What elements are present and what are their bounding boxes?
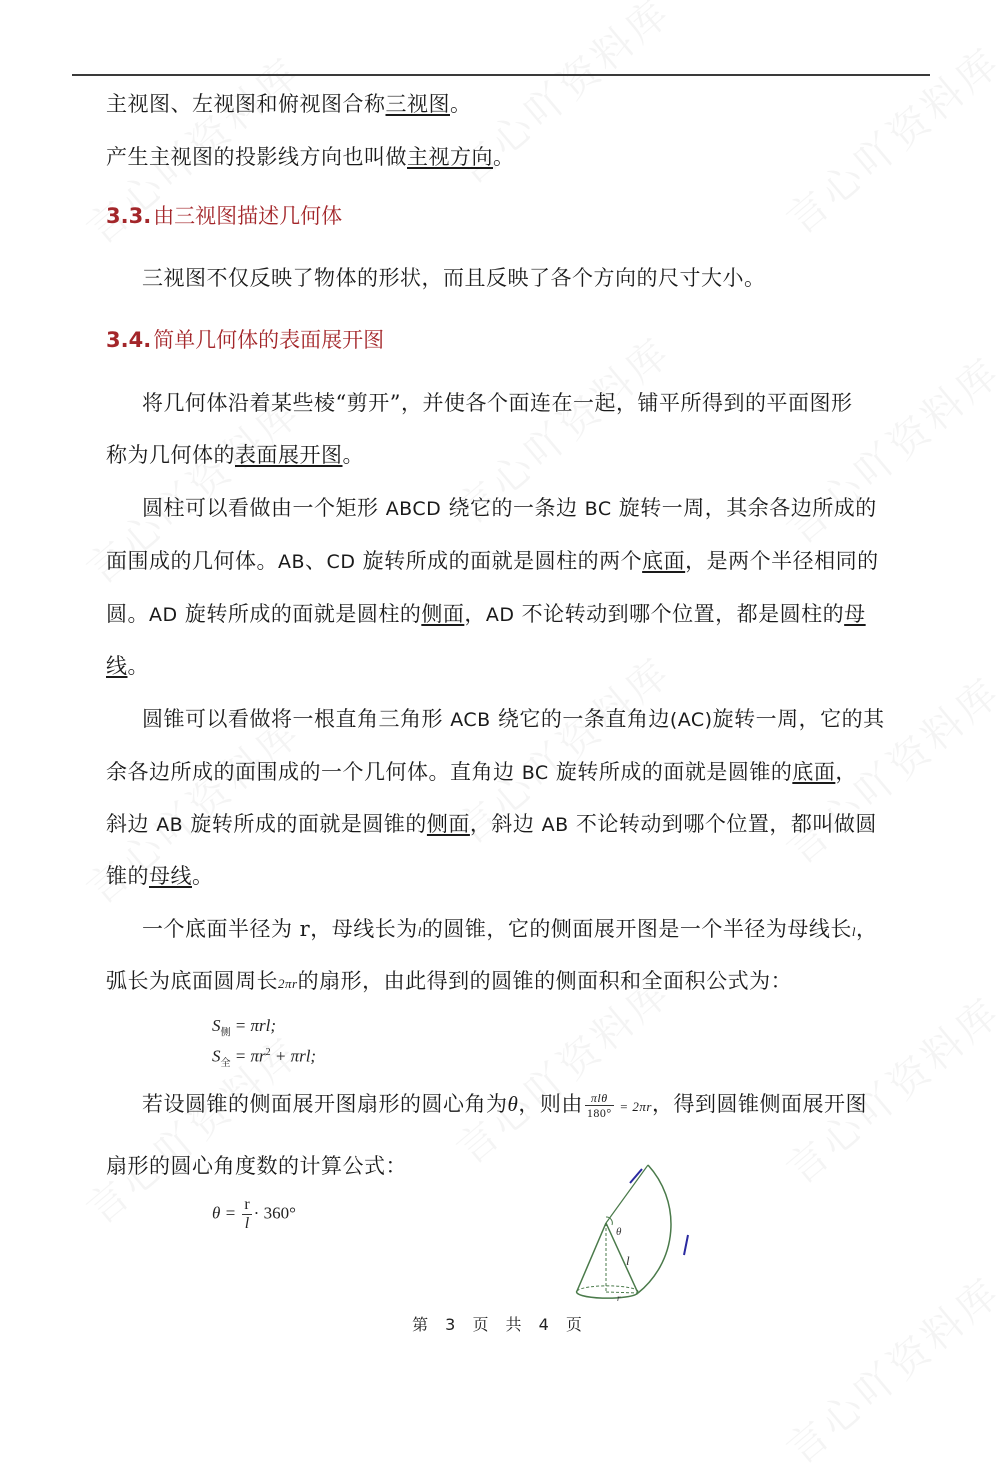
section-heading-3-4: 3.4.简单几何体的表面展开图 [106, 328, 385, 352]
paragraph-central-angle-line2: 扇形的圆心角度数的计算公式： [106, 1154, 407, 1178]
theta-label: θ [616, 1226, 622, 1238]
paragraph-unfolding-line1: 将几何体沿着某些棱“剪开”，并使各个面连在一起，铺平所得到的平面图形 [142, 391, 853, 415]
page-footer: 第 3 页 共 4 页 [412, 1315, 588, 1334]
paragraph-cone-area-line2: 弧长为底面圆周长2πr的扇形，由此得到的圆锥的侧面积和全面积公式为： [106, 969, 793, 993]
paragraph-cone-line4: 锥的母线。 [106, 864, 214, 888]
fraction-pi-l-theta: $\frac{\text{πlθ}}{180^\circ}$ [586, 1091, 612, 1120]
paragraph-cone-line1: 圆锥可以看做将一根直角三角形 ACB 绕它的一条直角边(AC)旋转一周，它的其 [142, 707, 885, 731]
radius-label: r [617, 1293, 621, 1303]
term-lateral-surface: 侧面 [426, 812, 470, 836]
watermark [773, 32, 1000, 245]
slant-height-label: l [626, 1253, 630, 1268]
paragraph-cone-area-line1: 一个底面半径为 r，母线长为l的圆锥，它的侧面展开图是一个半径为母线长l， [142, 917, 878, 941]
section-heading-3-3: 3.3.由三视图描述几何体 [106, 204, 343, 228]
paragraph-three-views-desc: 三视图不仅反映了物体的形状，而且反映了各个方向的尺寸大小。 [142, 266, 766, 290]
paragraph-cylinder-line1: 圆柱可以看做由一个矩形 ABCD 绕它的一条边 BC 旋转一周，其余各边所成的 [142, 496, 877, 520]
term-base: 底面 [792, 760, 836, 784]
formula-lateral-area: $S_侧 = \pi rl$; [212, 1016, 276, 1039]
formula-central-angle: θ = $\frac{r}{l}$ · 360° [212, 1196, 296, 1232]
paragraph-three-views: 主视图、左视图和俯视图合称三视图。 [106, 92, 472, 116]
paragraph-cone-line3: 斜边 AB 旋转所成的面就是圆锥的侧面，斜边 AB 不论转动到哪个位置，都叫做圆 [106, 812, 877, 836]
term-front-direction: 主视方向 [407, 145, 493, 169]
paragraph-front-direction: 产生主视图的投影线方向也叫做主视方向。 [106, 145, 515, 169]
cone-sector-figure [560, 1155, 700, 1305]
formula-total-area: $S_全 = \pi r^2 + \pi rl$; [212, 1046, 317, 1070]
paragraph-cone-line2: 余各边所成的面围成的一个几何体。直角边 BC 旋转所成的面就是圆锥的底面， [106, 760, 857, 784]
watermark [773, 1262, 1000, 1475]
term-generatrix: 母线 [149, 864, 192, 888]
term-base: 底面 [642, 549, 686, 573]
paragraph-unfolding-line2: 称为几何体的表面展开图。 [106, 443, 364, 467]
watermark [773, 342, 1000, 555]
term-surface-net: 表面展开图 [235, 443, 343, 467]
header-rule [72, 74, 930, 76]
paragraph-central-angle-line1: 若设圆锥的侧面展开图扇形的圆心角为θ，则由 $\frac{\text{πlθ}}{180^\circ}$ = 2πr，得到圆锥侧面展开图 [142, 1091, 867, 1120]
cone-unfolding-diagram [560, 1155, 700, 1305]
term-lateral-surface: 侧面 [421, 602, 465, 626]
paragraph-cylinder-line4: 线。 [106, 654, 149, 678]
term-generatrix: 线 [106, 654, 128, 678]
term-three-views: 三视图 [385, 92, 450, 116]
paragraph-cylinder-line2: 面围成的几何体。AB、CD 旋转所成的面就是圆柱的两个底面，是两个半径相同的 [106, 549, 879, 573]
watermark [773, 982, 1000, 1195]
paragraph-cylinder-line3: 圆。AD 旋转所成的面就是圆柱的侧面，AD 不论转动到哪个位置，都是圆柱的母 [106, 602, 866, 626]
